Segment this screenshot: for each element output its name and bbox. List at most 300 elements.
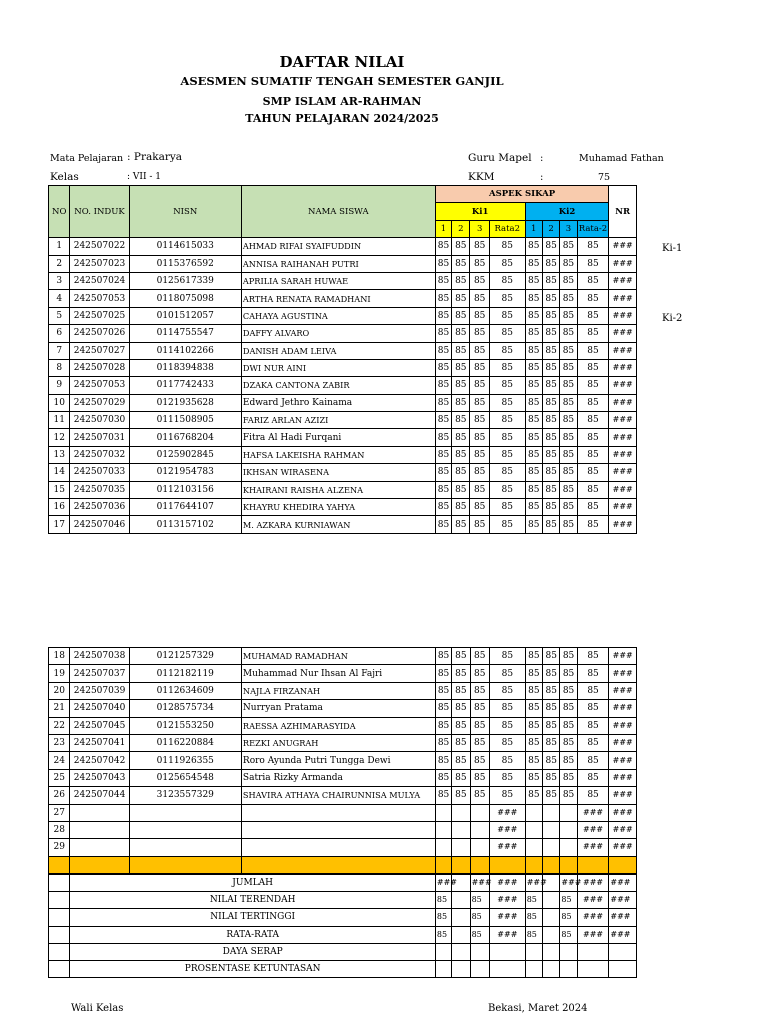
highlight-cell: [435, 856, 451, 873]
summary-cell: [543, 892, 560, 909]
summary-cell: [543, 909, 560, 926]
table-cell: 85: [560, 342, 577, 359]
table-cell: 242507031: [70, 429, 129, 446]
table-cell: [452, 804, 470, 821]
table-cell: ###: [609, 787, 637, 804]
table-cell: HAFSA LAKEISHA RAHMAN: [241, 446, 435, 463]
table-cell: 85: [577, 769, 609, 786]
table-cell: 85: [542, 272, 559, 289]
table-cell: 0112182119: [129, 665, 241, 682]
table-cell: [525, 804, 542, 821]
table-cell: 85: [577, 787, 609, 804]
kkm-value: 75: [598, 172, 611, 183]
summary-cell: [435, 960, 451, 977]
summary-cell: [577, 943, 609, 960]
table-cell: 9: [49, 377, 70, 394]
table-cell: [70, 821, 129, 838]
table-cell: 85: [525, 464, 542, 481]
table-cell: 14: [49, 464, 70, 481]
summary-cell: ###: [609, 892, 637, 909]
table-cell: 85: [525, 717, 542, 734]
table-cell: 242507035: [70, 481, 129, 498]
summary-cell: [452, 926, 470, 943]
table-row: [49, 377, 637, 394]
table-cell: 85: [543, 665, 560, 682]
table-cell: 85: [435, 717, 451, 734]
table-cell: 85: [577, 464, 609, 481]
summary-cell: 85: [435, 909, 451, 926]
table-cell: 85: [577, 255, 609, 272]
highlight-cell: [241, 856, 435, 873]
table-cell: 85: [489, 516, 525, 533]
table-cell: 0117644107: [129, 499, 241, 516]
table-cell: 0114615033: [129, 238, 241, 255]
table-cell: 85: [560, 359, 577, 376]
table-cell: ###: [609, 446, 637, 463]
table-cell: 85: [577, 377, 609, 394]
grade-table-part1: [48, 185, 637, 534]
table-row: [49, 394, 637, 411]
table-cell: 16: [49, 499, 70, 516]
table-cell: ###: [609, 665, 637, 682]
table-row: [49, 412, 637, 429]
highlight-cell: [70, 856, 129, 873]
table-cell: 85: [489, 446, 525, 463]
table-cell: 85: [489, 272, 525, 289]
summary-label: NILAI TERTINGGI: [70, 909, 435, 926]
highlight-cell: [560, 856, 577, 873]
table-cell: 85: [452, 255, 470, 272]
table-cell: 85: [525, 769, 542, 786]
table-cell: 85: [543, 769, 560, 786]
table-cell: 85: [542, 377, 559, 394]
highlight-cell: [452, 856, 470, 873]
table-cell: 85: [452, 648, 470, 665]
table-cell: Nurryan Pratama: [241, 700, 435, 717]
table-cell: 13: [49, 446, 70, 463]
table-cell: 85: [470, 769, 489, 786]
table-cell: 85: [489, 255, 525, 272]
table-cell: 85: [489, 429, 525, 446]
summary-cell: ###: [435, 875, 451, 892]
table-cell: 85: [489, 307, 525, 324]
class-label: Kelas: [50, 171, 79, 183]
table-cell: 85: [489, 499, 525, 516]
table-row: [49, 342, 637, 359]
table-cell: 85: [560, 752, 577, 769]
summary-label: JUMLAH: [70, 875, 435, 892]
table-row: [49, 682, 637, 699]
class-value: : VII - 1: [127, 172, 161, 182]
table-cell: 85: [452, 238, 470, 255]
table-cell: 85: [470, 255, 489, 272]
summary-label: DAYA SERAP: [70, 943, 435, 960]
table-cell: ###: [489, 839, 525, 856]
table-cell: [129, 821, 241, 838]
table-cell: ###: [609, 464, 637, 481]
table-cell: 242507039: [70, 682, 129, 699]
table-cell: 85: [577, 342, 609, 359]
table-cell: 242507027: [70, 342, 129, 359]
table-row: [49, 700, 637, 717]
table-cell: 0125617339: [129, 272, 241, 289]
table-cell: [543, 804, 560, 821]
table-cell: 85: [543, 648, 560, 665]
table-cell: 242507043: [70, 769, 129, 786]
summary-cell: [609, 960, 637, 977]
table-cell: 7: [49, 342, 70, 359]
table-cell: DANISH ADAM LEIVA: [241, 342, 435, 359]
table-cell: 85: [543, 752, 560, 769]
table-cell: 85: [452, 359, 470, 376]
table-cell: 85: [435, 464, 451, 481]
table-cell: 85: [470, 700, 489, 717]
table-cell: 85: [489, 325, 525, 342]
summary-cell: [470, 943, 489, 960]
table-cell: 85: [560, 787, 577, 804]
header-ki2-col: 3: [560, 220, 577, 237]
table-row: [49, 804, 637, 821]
table-cell: CAHAYA AGUSTINA: [241, 307, 435, 324]
table-cell: 85: [435, 700, 451, 717]
table-cell: 85: [525, 412, 542, 429]
table-cell: 85: [525, 377, 542, 394]
table-cell: 85: [525, 394, 542, 411]
header-nisn: NISN: [129, 186, 241, 238]
table-cell: 85: [435, 429, 451, 446]
table-cell: KHAIRANI RAISHA ALZENA: [241, 481, 435, 498]
grade-table-part2: [48, 647, 637, 874]
table-cell: SHAVIRA ATHAYA CHAIRUNNISA MULYA: [241, 787, 435, 804]
table-cell: 85: [489, 787, 525, 804]
table-cell: 85: [470, 429, 489, 446]
table-cell: 2: [49, 255, 70, 272]
table-cell: 85: [435, 787, 451, 804]
subject-value: : Prakarya: [127, 151, 183, 163]
table-cell: [525, 821, 542, 838]
table-cell: 85: [435, 734, 451, 751]
table-cell: 85: [542, 429, 559, 446]
table-cell: 85: [560, 665, 577, 682]
table-cell: 85: [452, 499, 470, 516]
table-cell: 85: [452, 700, 470, 717]
table-cell: 21: [49, 700, 70, 717]
table-cell: ###: [609, 717, 637, 734]
table-cell: 85: [560, 516, 577, 533]
summary-cell: [452, 909, 470, 926]
table-cell: ###: [609, 342, 637, 359]
table-cell: 85: [435, 682, 451, 699]
table-cell: 18: [49, 648, 70, 665]
table-cell: ###: [609, 821, 637, 838]
table-cell: 85: [452, 290, 470, 307]
table-cell: 85: [542, 412, 559, 429]
highlight-cell: [129, 856, 241, 873]
table-cell: 85: [542, 359, 559, 376]
table-cell: 85: [489, 394, 525, 411]
table-cell: 85: [560, 734, 577, 751]
subject-label: Mata Pelajaran: [50, 153, 124, 164]
table-cell: 11: [49, 412, 70, 429]
table-cell: 85: [489, 752, 525, 769]
summary-cell: ###: [609, 875, 637, 892]
table-cell: 85: [435, 290, 451, 307]
table-cell: [70, 804, 129, 821]
table-cell: 85: [560, 700, 577, 717]
summary-label: NILAI TERENDAH: [70, 892, 435, 909]
table-cell: 85: [560, 412, 577, 429]
table-cell: 85: [525, 481, 542, 498]
table-cell: 85: [452, 464, 470, 481]
table-cell: 0111508905: [129, 412, 241, 429]
table-cell: 85: [542, 481, 559, 498]
school-name: SMP ISLAM AR-RAHMAN: [262, 95, 422, 108]
table-cell: ###: [609, 648, 637, 665]
side-label-ki1: Ki-1: [662, 243, 683, 254]
table-cell: 85: [543, 682, 560, 699]
table-cell: DZAKA CANTONA ZABIR: [241, 377, 435, 394]
table-cell: 85: [542, 307, 559, 324]
table-cell: MUHAMAD RAMADHAN: [241, 648, 435, 665]
summary-cell: 85: [470, 909, 489, 926]
table-cell: 85: [577, 665, 609, 682]
table-cell: 85: [489, 238, 525, 255]
table-cell: 0116768204: [129, 429, 241, 446]
table-cell: ###: [609, 516, 637, 533]
summary-cell: ###: [489, 909, 525, 926]
table-cell: 242507022: [70, 238, 129, 255]
table-cell: AHMAD RIFAI SYAIFUDDIN: [241, 238, 435, 255]
table-row: [49, 752, 637, 769]
table-cell: [435, 804, 451, 821]
header-ki2-col: 1: [525, 220, 542, 237]
summary-blank-cell: [49, 960, 70, 977]
table-cell: ###: [609, 394, 637, 411]
table-cell: 85: [452, 516, 470, 533]
table-cell: 85: [435, 769, 451, 786]
table-cell: ###: [609, 700, 637, 717]
table-cell: ###: [609, 325, 637, 342]
table-cell: RAESSA AZHIMARASYIDA: [241, 717, 435, 734]
table-cell: 85: [452, 769, 470, 786]
table-cell: 242507053: [70, 377, 129, 394]
table-cell: 3123557329: [129, 787, 241, 804]
table-cell: 85: [435, 238, 451, 255]
table-cell: 85: [577, 272, 609, 289]
table-cell: 85: [577, 429, 609, 446]
table-cell: 85: [470, 325, 489, 342]
table-cell: 27: [49, 804, 70, 821]
document-title: DAFTAR NILAI: [279, 53, 405, 71]
header-ki2-col: 2: [542, 220, 559, 237]
table-cell: 242507030: [70, 412, 129, 429]
summary-cell: [577, 960, 609, 977]
table-cell: 85: [489, 734, 525, 751]
table-cell: 0111926355: [129, 752, 241, 769]
table-cell: NAJLA FIRZANAH: [241, 682, 435, 699]
table-cell: 85: [470, 648, 489, 665]
table-cell: 85: [489, 412, 525, 429]
table-cell: 85: [525, 325, 542, 342]
table-cell: 8: [49, 359, 70, 376]
table-cell: 85: [470, 481, 489, 498]
table-cell: 85: [577, 359, 609, 376]
table-cell: ###: [609, 412, 637, 429]
table-cell: 85: [489, 290, 525, 307]
table-cell: 85: [435, 307, 451, 324]
table-cell: ###: [609, 238, 637, 255]
table-cell: 17: [49, 516, 70, 533]
table-row: [49, 821, 637, 838]
kkm-label: KKM: [468, 171, 495, 183]
footer-wali-kelas: Wali Kelas: [71, 1003, 124, 1014]
table-cell: [241, 839, 435, 856]
table-cell: Edward Jethro Kainama: [241, 394, 435, 411]
side-label-ki2: Ki-2: [662, 313, 683, 324]
table-cell: 85: [452, 682, 470, 699]
table-cell: 85: [525, 446, 542, 463]
table-cell: 85: [435, 516, 451, 533]
table-cell: 85: [470, 665, 489, 682]
table-cell: 85: [470, 272, 489, 289]
table-cell: ###: [609, 682, 637, 699]
table-cell: 85: [577, 752, 609, 769]
table-row: [49, 429, 637, 446]
table-cell: 85: [577, 394, 609, 411]
table-cell: 85: [577, 682, 609, 699]
table-cell: 19: [49, 665, 70, 682]
highlight-row: [49, 856, 637, 873]
table-cell: ###: [609, 839, 637, 856]
table-row: [49, 464, 637, 481]
summary-cell: ###: [560, 875, 577, 892]
summary-cell: [452, 892, 470, 909]
table-cell: 85: [452, 734, 470, 751]
table-cell: 85: [525, 272, 542, 289]
table-cell: 85: [435, 342, 451, 359]
table-cell: 85: [435, 752, 451, 769]
summary-cell: ###: [609, 909, 637, 926]
table-cell: [560, 804, 577, 821]
table-cell: 85: [577, 290, 609, 307]
table-cell: 85: [542, 446, 559, 463]
table-cell: 242507041: [70, 734, 129, 751]
table-cell: 85: [470, 734, 489, 751]
table-cell: 85: [525, 752, 542, 769]
table-cell: 85: [435, 665, 451, 682]
table-cell: [452, 839, 470, 856]
summary-row: [49, 960, 637, 977]
table-cell: 0121935628: [129, 394, 241, 411]
table-cell: 85: [560, 464, 577, 481]
table-cell: 85: [525, 682, 542, 699]
table-cell: 85: [470, 499, 489, 516]
table-cell: 85: [452, 429, 470, 446]
table-cell: 85: [435, 272, 451, 289]
table-cell: 242507044: [70, 787, 129, 804]
summary-cell: [470, 960, 489, 977]
table-cell: 85: [489, 700, 525, 717]
table-cell: 85: [489, 717, 525, 734]
summary-row: [49, 909, 637, 926]
academic-year: TAHUN PELAJARAN 2024/2025: [245, 112, 439, 125]
highlight-cell: [49, 856, 70, 873]
table-row: [49, 446, 637, 463]
table-cell: 85: [577, 325, 609, 342]
summary-cell: 85: [560, 892, 577, 909]
table-cell: DAFFY ALVARO: [241, 325, 435, 342]
table-row: [49, 481, 637, 498]
table-cell: [543, 839, 560, 856]
table-cell: ###: [577, 839, 609, 856]
highlight-cell: [577, 856, 609, 873]
table-row: [49, 255, 637, 272]
table-cell: 85: [560, 238, 577, 255]
teacher-colon: :: [540, 153, 544, 164]
table-cell: 85: [542, 342, 559, 359]
table-cell: 85: [435, 648, 451, 665]
table-cell: 3: [49, 272, 70, 289]
table-cell: 242507025: [70, 307, 129, 324]
table-cell: 85: [560, 648, 577, 665]
summary-cell: [543, 926, 560, 943]
table-row: [49, 648, 637, 665]
table-cell: 85: [542, 290, 559, 307]
footer-place-date: Bekasi, Maret 2024: [488, 1003, 588, 1014]
table-cell: 85: [470, 342, 489, 359]
table-cell: 85: [489, 665, 525, 682]
table-cell: 85: [542, 325, 559, 342]
table-row: [49, 516, 637, 533]
table-cell: 242507042: [70, 752, 129, 769]
table-cell: 85: [525, 290, 542, 307]
summary-label: PROSENTASE KETUNTASAN: [70, 960, 435, 977]
summary-cell: [525, 960, 542, 977]
table-cell: [435, 839, 451, 856]
table-cell: 242507023: [70, 255, 129, 272]
table-row: [49, 238, 637, 255]
table-cell: [560, 821, 577, 838]
table-cell: ###: [609, 290, 637, 307]
table-cell: 242507033: [70, 464, 129, 481]
table-cell: [470, 821, 489, 838]
summary-cell: [452, 943, 470, 960]
table-cell: 0115376592: [129, 255, 241, 272]
summary-cell: ###: [609, 926, 637, 943]
table-cell: 22: [49, 717, 70, 734]
summary-row: [49, 875, 637, 892]
table-cell: [470, 839, 489, 856]
table-cell: 85: [525, 648, 542, 665]
table-cell: 242507026: [70, 325, 129, 342]
summary-blank-cell: [49, 875, 70, 892]
table-cell: 85: [470, 464, 489, 481]
table-cell: Satria Rizky Armanda: [241, 769, 435, 786]
table-cell: ###: [609, 734, 637, 751]
table-cell: 85: [525, 700, 542, 717]
table-cell: [452, 821, 470, 838]
table-cell: ###: [609, 769, 637, 786]
table-cell: 85: [489, 377, 525, 394]
table-cell: 85: [489, 464, 525, 481]
table-cell: 242507032: [70, 446, 129, 463]
table-cell: 85: [560, 429, 577, 446]
table-cell: ###: [577, 804, 609, 821]
summary-row: [49, 943, 637, 960]
table-cell: 15: [49, 481, 70, 498]
summary-cell: [560, 960, 577, 977]
teacher-name: Muhamad Fathan: [579, 153, 664, 164]
